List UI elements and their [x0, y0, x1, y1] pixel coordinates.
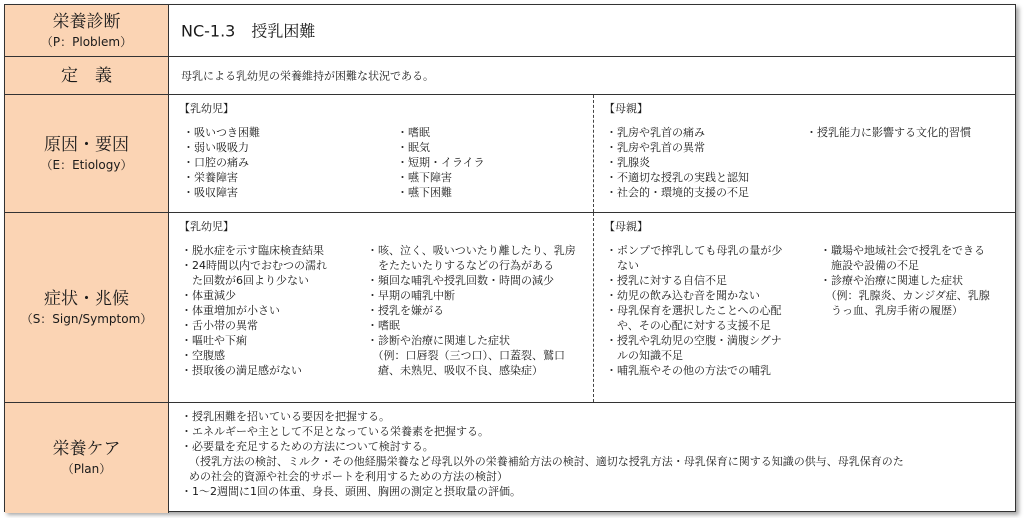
list-item: ・空腹感 — [181, 349, 225, 362]
symptom-sub: （S：Sign/Symptom） — [20, 311, 153, 326]
list-item: ・吸収障害 — [183, 186, 238, 199]
list-item: ・乳房や乳首の異常 — [606, 141, 705, 154]
definition-text: 母乳による乳幼児の栄養維持が困難な状況である。 — [181, 69, 434, 82]
symptom-mother-list-1 — [606, 243, 782, 378]
list-item: ・咳、泣く、吸いついたり離したり、乳房 — [367, 244, 576, 257]
symptom-infant-list-1 — [181, 243, 327, 378]
list-item: ・不適切な授乳の実践と認知 — [606, 171, 749, 184]
etiology-body — [169, 95, 1015, 212]
list-item: （例：乳腺炎、カンジダ症、乳腺 — [820, 289, 990, 302]
plan-row — [5, 403, 1015, 513]
symptom-infant-column — [169, 213, 593, 402]
list-item: ・ポンプで搾乳しても母乳の量が少 — [606, 244, 783, 257]
etiology-label: 原因・要因 — [44, 134, 129, 155]
plan-body — [169, 403, 1015, 513]
list-item: 瘡、未熟児、吸収不良、感染症） — [367, 364, 543, 377]
list-item: た回数が6回より少ない — [181, 274, 309, 287]
etiology-mother-column — [593, 95, 1015, 212]
symptom-label: 症状・兆候 — [44, 288, 129, 309]
list-item: ・診断や治療に関連した症状 — [367, 334, 510, 347]
list-item: ・短期・イライラ — [397, 156, 485, 169]
plan-label: 栄養ケア — [52, 439, 121, 459]
list-item: ・弱い吸吸力 — [183, 141, 249, 154]
list-item: ・脱水症を示す臨床検査結果 — [181, 244, 324, 257]
etiology-mother-list-2 — [806, 125, 971, 140]
diagnosis-value: NC-1.3 授乳困難 — [181, 21, 316, 40]
list-item: ・吸いつき困難 — [183, 126, 260, 139]
list-item: をたたいたりするなどの行為がある — [367, 259, 554, 272]
list-item: ルの知識不足 — [606, 349, 683, 362]
etiology-infant-column — [169, 95, 593, 212]
list-item: ・嘔吐や下痢 — [181, 334, 247, 347]
list-item: （例：口唇裂（三つ口）、口蓋裂、鷲口 — [367, 349, 565, 362]
etiology-row — [5, 95, 1015, 213]
diagnosis-row — [5, 5, 1015, 57]
plan-sub: （Plan） — [61, 462, 112, 476]
list-item: ・職場や地域社会で授乳をできる — [820, 244, 985, 257]
list-item: （授乳方法の検討、ミルク・その他経腸栄養など母乳以外の栄養補給方法の検討、適切な授乳方法・母乳保育に関する知識の供与、母乳保育のた — [189, 455, 904, 468]
list-item: ・幼児の飲み込む音を聞かない — [606, 289, 760, 302]
definition-body — [169, 57, 1015, 94]
list-item: ・嗜眠 — [397, 126, 430, 139]
list-item: ・嚥下困難 — [397, 186, 452, 199]
symptom-body — [169, 213, 1015, 402]
nutrition-diagnosis-table — [4, 4, 1016, 512]
etiology-infant-list-1 — [183, 125, 260, 200]
list-item: ・授乳や乳幼児の空腹・満腹シグナ — [606, 334, 782, 347]
etiology-mother-list-1 — [606, 125, 749, 200]
list-item: 施設や設備の不足 — [820, 259, 919, 272]
list-item: ・1～2週間に1回の体重、身長、頭囲、胸囲の測定と摂取量の評価。 — [181, 485, 521, 498]
etiology-infant-list-2 — [397, 125, 485, 200]
list-item: ・栄養障害 — [183, 171, 238, 184]
plan-header — [5, 403, 169, 513]
list-item: ・乳房や乳首の痛み — [606, 126, 705, 139]
symptom-mother-list-2 — [820, 243, 990, 318]
list-item: ・授乳能力に影響する文化的習慣 — [806, 126, 971, 139]
definition-header — [5, 57, 169, 94]
definition-row — [5, 57, 1015, 95]
etiology-header — [5, 95, 169, 212]
list-item: ・嚥下障害 — [397, 171, 452, 184]
list-item: ・体重減少 — [181, 289, 236, 302]
diagnosis-label: 栄養診断 — [52, 11, 121, 32]
symptom-header — [5, 213, 169, 402]
list-item: ・授乳を嫌がる — [367, 304, 444, 317]
list-item: ・必要量を充足するための方法について検討する。 — [181, 440, 434, 453]
definition-label: 定 義 — [61, 65, 112, 86]
list-item: ・24時間以内でおむつの濡れ — [181, 259, 327, 272]
list-item: ・社会的・環境的支援の不足 — [606, 186, 749, 199]
list-item: ・授乳困難を招いている要因を把握する。 — [181, 410, 390, 423]
symptom-row — [5, 213, 1015, 403]
list-item: ・摂取後の満足感がない — [181, 364, 302, 377]
list-item: ない — [606, 259, 639, 272]
list-item: ・体重増加が小さい — [181, 304, 280, 317]
diagnosis-sub: （P：Ploblem） — [40, 34, 133, 49]
list-item: ・乳腺炎 — [606, 156, 650, 169]
list-item: ・頻回な哺乳や授乳回数・時間の減少 — [367, 274, 554, 287]
symptom-infant-list-2 — [367, 243, 576, 378]
list-item: ・授乳に対する自信不足 — [606, 274, 727, 287]
list-item: ・診療や治療に関連した症状 — [820, 274, 963, 287]
symptom-mother-heading: 【母親】 — [604, 220, 648, 233]
list-item: ・エネルギーや主として不足となっている栄養素を把握する。 — [181, 425, 489, 438]
list-item: うっ血、乳房手術の履歴） — [820, 304, 963, 317]
list-item: ・口腔の痛み — [183, 156, 249, 169]
diagnosis-body — [169, 5, 1015, 56]
list-item: ・哺乳瓶やその他の方法での哺乳 — [606, 364, 771, 377]
list-item: ・母乳保育を選択したことへの心配 — [606, 304, 782, 317]
list-item: めの社会的資源や社会的サポートを利用するための方法の検討） — [189, 470, 508, 483]
etiology-infant-heading: 【乳幼児】 — [179, 102, 234, 115]
diagnosis-header — [5, 5, 169, 56]
list-item: や、その心配に対する支援不足 — [606, 319, 771, 332]
etiology-sub: （E：Etiology） — [40, 157, 133, 172]
plan-list — [181, 409, 904, 499]
list-item: ・早期の哺乳中断 — [367, 289, 455, 302]
list-item: ・嗜眠 — [367, 319, 400, 332]
list-item: ・眠気 — [397, 141, 430, 154]
list-item: ・舌小帯の異常 — [181, 319, 258, 332]
symptom-mother-column — [593, 213, 1015, 402]
etiology-mother-heading: 【母親】 — [604, 102, 648, 115]
symptom-infant-heading: 【乳幼児】 — [179, 220, 234, 233]
